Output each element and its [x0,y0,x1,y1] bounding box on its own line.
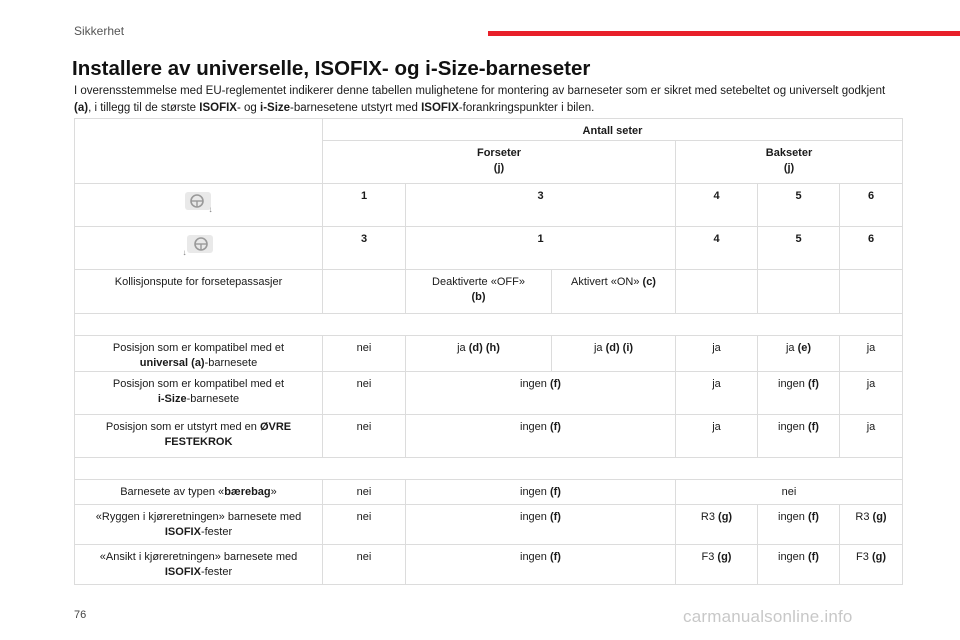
seat-number: 5 [758,227,840,270]
table-cell: ingen (f) [758,545,840,585]
watermark: carmanualsonline.info [683,607,853,626]
page-title: Installere av universelle, ISOFIX- og i-Size-barneseter [72,57,591,80]
spacer-cell [75,458,903,480]
table-row [75,545,903,585]
table-cell [840,270,903,314]
table-cell: ingen (f) [406,545,676,585]
row-label: Kollisjonspute for forsetepassasjer [75,270,323,314]
row-label: «Ansikt i kjøreretningen» barnesete med ISOFIX-fester [75,545,323,585]
table-cell: ja [840,372,903,415]
header-forseter: Forseter (j) [323,141,676,184]
airbag-off-cell: Deaktiverte «OFF» (b) [406,270,552,314]
table-cell: ingen (f) [406,480,676,505]
table-cell: F3 (g) [676,545,758,585]
intro-paragraph: I overensstemmelse med EU-reglementet indikerer denne tabellen mulighetene for montering av barneseter som er sikret med setebeltet og universelt godkjent (a), i tillegg til de største ISOFIX- og i-Size-barnesetene utstyrt med ISOFIX-forankringspunkter i bilen. [74,85,886,114]
table-cell: nei [323,505,406,545]
table-cell: ja [840,336,903,372]
table-row [75,184,903,227]
table-cell: ingen (f) [758,505,840,545]
table-cell: ingen (f) [406,505,676,545]
seat-number: 3 [406,184,676,227]
table-row [75,505,903,545]
table-cell: ingen (f) [758,415,840,458]
table-cell: ja (d) (h) [406,336,552,372]
table-cell [676,270,758,314]
table-row [75,119,903,141]
table-spacer-row [75,458,903,480]
table-cell: ingen (f) [406,415,676,458]
table-spacer-row [75,314,903,336]
table-cell: R3 (g) [676,505,758,545]
table-cell [323,270,406,314]
table-cell: ingen (f) [758,372,840,415]
header-accent-bar [488,31,960,36]
table-cell: ja (e) [758,336,840,372]
page-number: 76 [74,609,87,621]
table-cell: ja [676,415,758,458]
seat-number: 4 [676,184,758,227]
table-cell: R3 (g) [840,505,903,545]
table-cell: nei [323,415,406,458]
table-row [75,372,903,415]
table-row [75,336,903,372]
table-cell [758,270,840,314]
down-arrow-icon: ↓ [208,205,213,214]
table-corner-cell [75,119,323,184]
table-cell: F3 (g) [840,545,903,585]
header-bakseter: Bakseter (j) [676,141,903,184]
header-antall-seter: Antall seter [323,119,903,141]
row-label: Posisjon som er utstyrt med en ØVRE FESTEKROK [75,415,323,458]
table-row [75,415,903,458]
table-cell: nei [323,372,406,415]
table-cell: ja [676,372,758,415]
seat-number: 6 [840,184,903,227]
row-label: «Ryggen i kjøreretningen» barnesete med ISOFIX-fester [75,505,323,545]
table-cell: ja (d) (i) [552,336,676,372]
steering-wheel-icon [182,190,216,214]
table-row [75,227,903,270]
table-cell: nei [323,336,406,372]
seat-number: 1 [323,184,406,227]
table-cell: nei [323,545,406,585]
seat-number: 3 [323,227,406,270]
steering-wheel-icon [182,233,216,257]
row-label: Posisjon som er kompatibel med et universal (a)-barnesete [75,336,323,372]
table-cell: ja [676,336,758,372]
seat-number: 4 [676,227,758,270]
table-row [75,270,903,314]
down-arrow-icon: ↓ [182,248,187,257]
row-label: Posisjon som er kompatibel med et i-Size-barnesete [75,372,323,415]
table-row [75,480,903,505]
icon-cell [75,184,323,227]
seat-number: 5 [758,184,840,227]
section-title: Sikkerhet [74,24,125,38]
child-seat-table [74,118,903,585]
table-cell: ingen (f) [406,372,676,415]
table-cell: nei [676,480,903,505]
icon-cell [75,227,323,270]
table-cell: nei [323,480,406,505]
spacer-cell [75,314,903,336]
seat-number: 6 [840,227,903,270]
row-label: Barnesete av typen «bærebag» [75,480,323,505]
airbag-on-cell: Aktivert «ON» (c) [552,270,676,314]
table-cell: ja [840,415,903,458]
seat-number: 1 [406,227,676,270]
